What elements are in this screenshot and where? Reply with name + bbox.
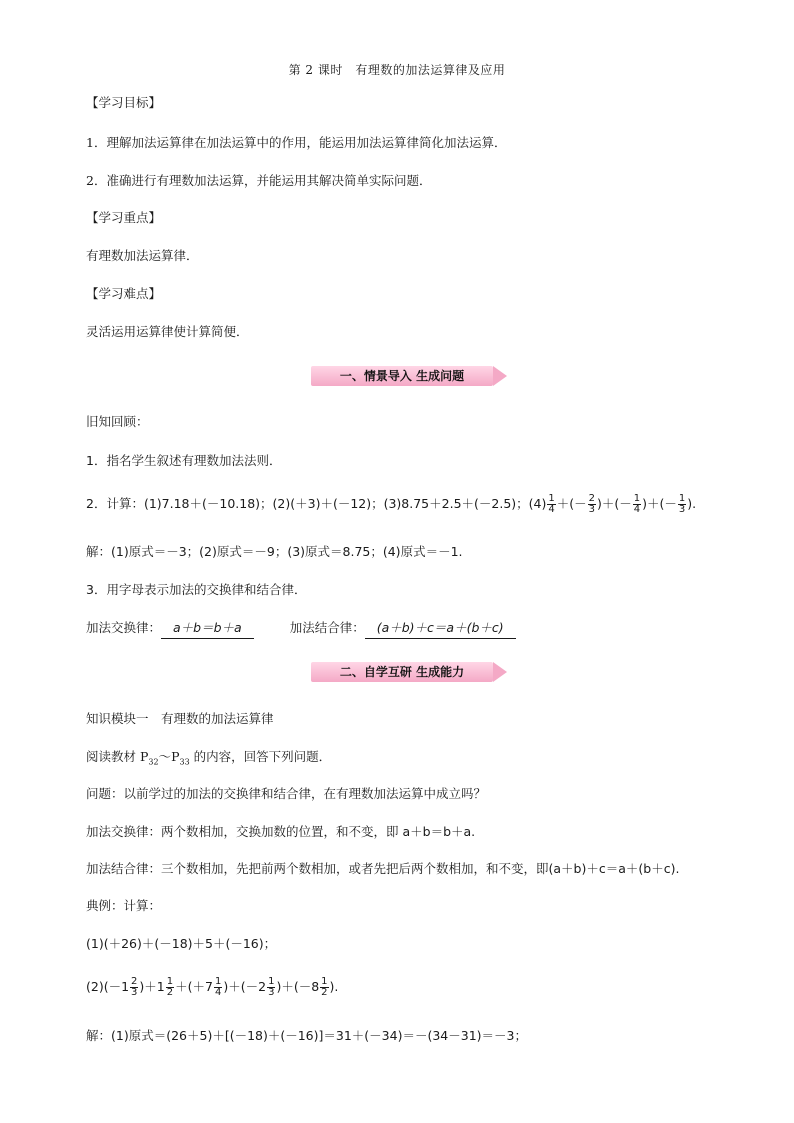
reading-instruction — [86, 747, 331, 773]
ex2-text: )＋(－2 — [223, 979, 267, 994]
example-2 — [86, 976, 338, 998]
module-question: 问题：以前学过的加法的交换律和结合律，在有理数加法运算中成立吗？ — [86, 786, 487, 801]
associative-answer: (a＋b)＋c＝a＋(b＋c) — [365, 618, 516, 639]
fraction: $\frac{1}{3}$ — [268, 976, 275, 998]
page-subscript: 32 — [148, 757, 159, 767]
banner-arrow — [493, 662, 507, 682]
associative-label: 加法结合律： — [289, 620, 365, 635]
solution-1: 解：(1)原式＝(26＋5)＋[(－18)＋(－16)]＝31＋(－34)＝－(34－31)＝－3； — [86, 1028, 527, 1043]
fraction: $\frac{1}{2}$ — [321, 976, 328, 998]
module-heading: 知识模块一 有理数的加法运算律 — [86, 711, 274, 726]
fraction: $\frac{1}{3}$ — [678, 493, 686, 515]
fraction: $\frac{1}{4}$ — [548, 493, 555, 515]
fraction: $\frac{1}{2}$ — [166, 976, 174, 998]
review-answer: 解：(1)原式＝－3；(2)原式＝－9；(3)原式＝8.75；(4)原式＝－1. — [86, 544, 463, 559]
q2-prefix: 2．计算：(1)7.18＋(－10.18)；(2)(＋3)＋(－12)；(3)8.75＋2.5＋(－2.5)；(4) — [86, 496, 547, 511]
difficulty-text: 灵活运用运算律使计算简便． — [86, 324, 249, 339]
ex2-text: ＋(＋7 — [175, 979, 213, 994]
example-1: (1)(＋26)＋(－18)＋5＋(－16)； — [86, 936, 277, 951]
q2-text: )＋(－ — [642, 496, 677, 511]
fraction: $\frac{1}{4}$ — [633, 493, 641, 515]
goals-heading: 【学习目标】 — [86, 95, 162, 110]
fraction: $\frac{1}{4}$ — [214, 976, 222, 998]
q2-text: ). — [687, 496, 697, 511]
reading-text: 阅读教材 P — [86, 749, 149, 764]
associative-law: 加法结合律：三个数相加，先把前两个数相加，或者先把后两个数相加，和不变，即(a＋b)＋c＝a＋(b＋c). — [86, 861, 680, 876]
goal-item-2: 2．准确进行有理数加法运算，并能运用其解决简单实际问题． — [86, 173, 432, 188]
reading-text: 的内容，回答下列问题． — [189, 749, 332, 764]
law-fill-line — [86, 618, 516, 639]
banner-label: 一、情景导入 生成问题 — [311, 366, 493, 386]
commutative-law: 加法交换律：两个数相加，交换加数的位置，和不变，即 a＋b＝b＋a. — [86, 824, 476, 839]
key-heading: 【学习重点】 — [86, 210, 162, 225]
lesson-title: 第 2 课时 有理数的加法运算律及应用 — [288, 63, 506, 77]
review-question-2 — [86, 493, 696, 515]
banner-arrow — [493, 366, 507, 386]
goal-item-1: 1．理解加法运算律在加法运算中的作用，能运用加法运算律简化加法运算． — [86, 135, 507, 150]
banner-label: 二、自学互研 生成能力 — [311, 662, 493, 682]
example-label: 典例：计算： — [86, 898, 162, 913]
ex2-text: (2)(－1 — [86, 979, 130, 994]
ex2-text: )＋1 — [139, 979, 165, 994]
key-text: 有理数加法运算律． — [86, 248, 199, 263]
ex2-text: )＋(－8 — [276, 979, 320, 994]
reading-text: ～P — [158, 749, 180, 764]
commutative-label: 加法交换律： — [86, 620, 162, 635]
fraction: $\frac{2}{3}$ — [588, 493, 595, 515]
q2-text: )＋(－ — [597, 496, 632, 511]
fraction: $\frac{2}{3}$ — [131, 976, 138, 998]
commutative-answer: a＋b＝b＋a — [161, 618, 254, 639]
q2-text: ＋(－ — [556, 496, 587, 511]
page-subscript: 33 — [179, 757, 190, 767]
review-label: 旧知回顾： — [86, 414, 149, 429]
review-question-3: 3．用字母表示加法的交换律和结合律． — [86, 582, 307, 597]
difficulty-heading: 【学习难点】 — [86, 286, 162, 301]
review-question-1: 1．指名学生叙述有理数加法法则． — [86, 453, 282, 468]
ex2-text: ). — [329, 979, 339, 994]
